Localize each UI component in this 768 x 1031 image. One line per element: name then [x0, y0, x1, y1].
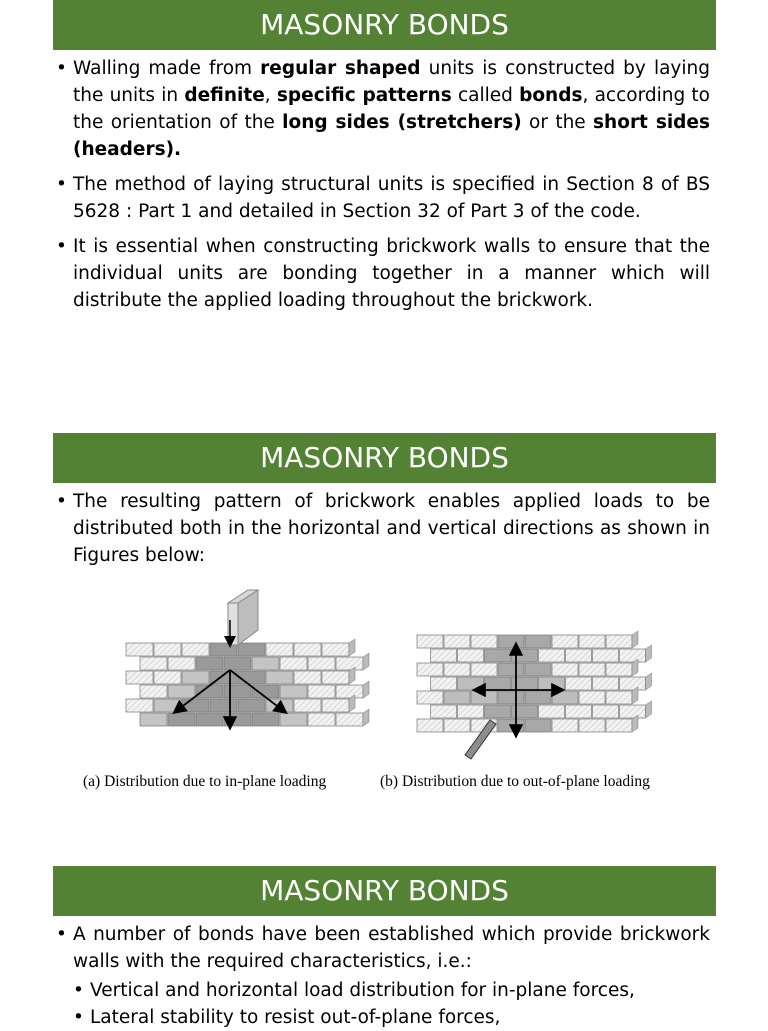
brick — [525, 691, 551, 704]
brick — [417, 691, 443, 704]
slide1-bullet-1: • Walling made from regular shaped units is constructed by laying the units in definite, specific patterns called bonds, according to the orientation of the long sides (stretchers) or the short sides (headers). — [56, 55, 710, 163]
brick — [593, 649, 619, 662]
brick — [336, 713, 363, 726]
brick-side — [646, 673, 652, 690]
brick — [196, 713, 223, 726]
brick — [431, 649, 457, 662]
caption-a: (a) Distribution due to in-plane loading — [83, 773, 327, 790]
slide1-title: MASONRY BONDS — [260, 8, 509, 41]
slide3-subbullet-1: • Vertical and horizontal load distribution for in-plane forces, — [73, 977, 710, 1004]
brick — [579, 719, 605, 732]
brick — [308, 685, 335, 698]
brick — [539, 705, 565, 718]
brick — [606, 719, 632, 732]
brick — [126, 671, 153, 684]
slide3-bullet-1: • A number of bonds have been established which provide brickwork walls with the required characteristics, i.e.: — [56, 921, 710, 975]
brick — [252, 657, 279, 670]
brick — [126, 699, 153, 712]
brick — [539, 649, 565, 662]
brick — [593, 705, 619, 718]
brick — [471, 663, 497, 676]
brick — [126, 643, 153, 656]
brick — [196, 685, 223, 698]
slide3-body — [56, 921, 710, 1031]
brick — [552, 719, 578, 732]
brick — [444, 719, 470, 732]
brick — [417, 635, 443, 648]
brick — [294, 643, 321, 656]
brick — [620, 705, 646, 718]
brick — [210, 699, 237, 712]
brick — [606, 663, 632, 676]
brick — [182, 643, 209, 656]
slide1-bullet-3: • It is essential when constructing brickwork walls to ensure that the individual units are bonding together in a manner which will distribute the applied loading throughout the brickwork. — [56, 233, 710, 314]
brick — [280, 657, 307, 670]
caption-b: (b) Distribution due to out-of-plane loading — [380, 773, 650, 790]
brick — [168, 713, 195, 726]
slide1-bullet-2: • The method of laying structural units is specified in Section 8 of BS 5628 : Part 1 and detailed in Section 32 of Part 3 of the code. — [56, 171, 710, 225]
brick — [168, 685, 195, 698]
brick — [294, 699, 321, 712]
slide1-body — [56, 55, 710, 322]
brick — [154, 671, 181, 684]
brick — [458, 677, 484, 690]
brickwork-diagram — [80, 575, 690, 775]
slide2-title-banner — [53, 433, 716, 483]
brick — [485, 677, 511, 690]
brick — [417, 663, 443, 676]
brick — [566, 649, 592, 662]
brick — [322, 699, 349, 712]
brick — [444, 691, 470, 704]
brick — [579, 691, 605, 704]
brick — [322, 671, 349, 684]
brick — [606, 691, 632, 704]
brick — [140, 713, 167, 726]
brick — [471, 635, 497, 648]
brick — [308, 657, 335, 670]
brick — [552, 691, 578, 704]
brickwork-load-figure — [80, 575, 690, 795]
brick — [525, 719, 551, 732]
brick — [458, 649, 484, 662]
brick-side — [646, 645, 652, 662]
brick — [336, 685, 363, 698]
brick — [168, 657, 195, 670]
brick-side — [632, 631, 638, 648]
brick — [224, 685, 251, 698]
brick — [336, 657, 363, 670]
brick — [444, 663, 470, 676]
brick — [485, 649, 511, 662]
brick — [431, 705, 457, 718]
out-of-plane-wall — [417, 631, 652, 732]
brick — [154, 643, 181, 656]
brick — [252, 713, 279, 726]
brick-side — [646, 701, 652, 718]
brick — [539, 677, 565, 690]
slide3-title-banner — [53, 866, 716, 916]
brick — [566, 677, 592, 690]
brick — [266, 643, 293, 656]
brick — [294, 671, 321, 684]
brick — [552, 663, 578, 676]
brick — [498, 719, 524, 732]
brick — [593, 677, 619, 690]
brick — [498, 635, 524, 648]
brick — [525, 635, 551, 648]
brick — [182, 671, 209, 684]
brick-side — [363, 653, 369, 670]
brick-side — [363, 681, 369, 698]
brick — [224, 713, 251, 726]
brick — [238, 699, 265, 712]
brick — [308, 713, 335, 726]
brick — [431, 677, 457, 690]
brick — [579, 663, 605, 676]
slide2-body — [56, 488, 710, 577]
slide2-title: MASONRY BONDS — [260, 441, 509, 474]
brick — [620, 677, 646, 690]
brick — [417, 719, 443, 732]
brick — [566, 705, 592, 718]
brick-side — [349, 639, 355, 656]
brick-side — [363, 709, 369, 726]
brick — [498, 691, 524, 704]
brick — [140, 657, 167, 670]
brick — [280, 713, 307, 726]
brick — [182, 699, 209, 712]
slide2-bullet-1: • The resulting pattern of brickwork enables applied loads to be distributed both in the horizontal and vertical directions as shown in Figures below: — [56, 488, 710, 569]
brick — [606, 635, 632, 648]
brick — [444, 635, 470, 648]
slide3-title: MASONRY BONDS — [260, 874, 509, 907]
brick — [238, 671, 265, 684]
slide1-title-banner — [53, 0, 716, 50]
brick — [280, 685, 307, 698]
brick — [266, 671, 293, 684]
slide3-subbullet-2: • Lateral stability to resist out-of-plane forces, — [73, 1004, 710, 1031]
brick — [471, 691, 497, 704]
brick — [238, 643, 265, 656]
brick — [140, 685, 167, 698]
brick — [224, 657, 251, 670]
brick — [552, 635, 578, 648]
brick — [322, 643, 349, 656]
brick — [498, 663, 524, 676]
brick — [485, 705, 511, 718]
brick — [620, 649, 646, 662]
brick — [579, 635, 605, 648]
brick — [196, 657, 223, 670]
brick — [525, 663, 551, 676]
brick — [458, 705, 484, 718]
